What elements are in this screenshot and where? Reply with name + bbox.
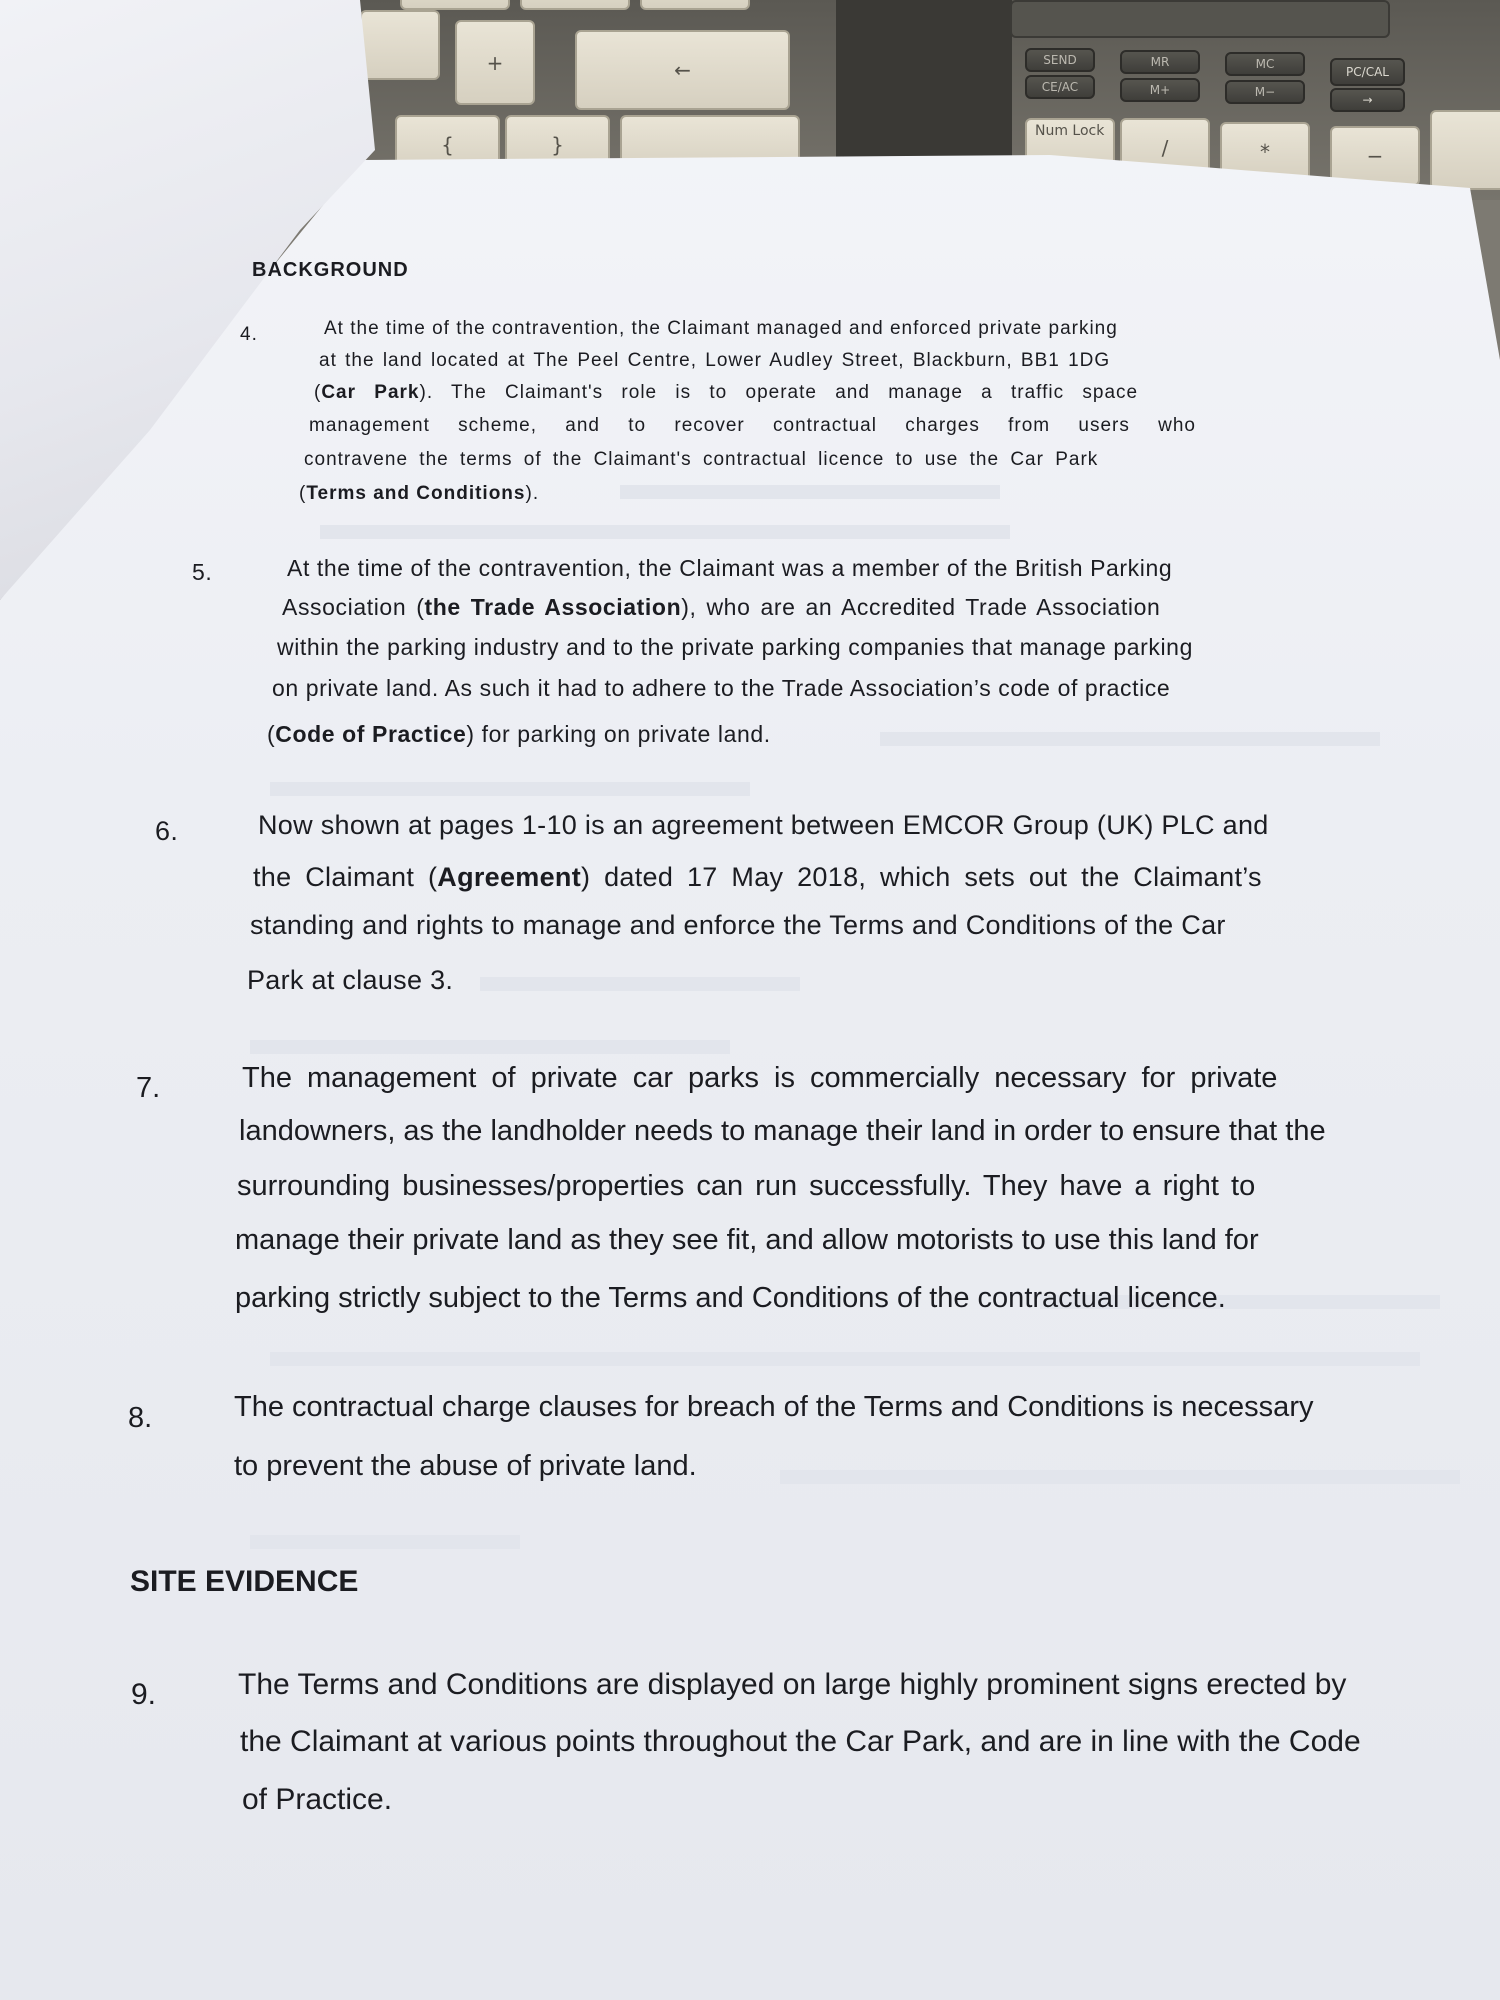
key-label: SEND [1043,53,1077,67]
paragraph-number: 4. [240,324,258,345]
key-arrow-right [1330,88,1405,112]
paragraph-line [314,382,1138,404]
text-run: the Claimant ( [253,862,438,892]
show-through-text [880,732,1380,746]
paragraph-number: 8. [128,1402,153,1434]
key-send [1025,48,1095,72]
key-ce-ac [1025,75,1095,99]
key-label: * [1260,140,1270,164]
key-numpad-right [1430,110,1500,190]
show-through-text [480,977,800,991]
paragraph-line: the Claimant at various points throughout the Car Park, and are in line with the Code [240,1725,1361,1758]
key-label: MC [1255,57,1275,71]
arrow-right-icon: → [1362,93,1373,107]
text-run: ) for parking on private land. [466,721,771,747]
text-run: ( [299,483,307,504]
key-label: M+ [1149,83,1171,97]
paragraph-line: management scheme, and to recover contractual charges from users who [309,415,1196,436]
paragraph-line: at the land located at The Peel Centre, Lower Audley Street, Blackburn, BB1 1DG [319,350,1111,371]
text-run: ( [314,382,322,403]
show-through-text [780,1470,1460,1484]
show-through-text [250,1535,520,1549]
paragraph-line: At the time of the contravention, the Claimant managed and enforced private parking [324,318,1118,339]
paragraph-line: Park at clause 3. [247,965,454,995]
calculator-display [1010,0,1390,38]
paragraph-line: manage their private land as they see fit, and allow motorists to use this land for [235,1224,1259,1256]
key-label: / [1161,136,1169,160]
paragraph-line: to prevent the abuse of private land. [234,1450,697,1482]
key-top-row-2 [520,0,630,10]
text-run: ). The Claimant's role is to operate and manage a traffic space [419,382,1139,403]
key-label: M− [1254,85,1276,99]
paragraph-line: surrounding businesses/properties can run successfully. They have a right to [237,1170,1256,1202]
defined-term: Agreement [437,862,582,892]
paragraph-line: of Practice. [242,1783,393,1816]
key-plus [455,20,535,105]
section-heading-background: BACKGROUND [252,259,409,281]
paragraph-line: landowners, as the landholder needs to manage their land in order to ensure that the [239,1115,1326,1147]
arrow-left-icon: ← [674,58,691,82]
key-label: − [1366,144,1384,168]
section-heading-site-evidence: SITE EVIDENCE [130,1565,359,1598]
paragraph-line: The management of private car parks is commercially necessary for private [242,1062,1278,1094]
key-label: MR [1150,55,1170,69]
paragraph-line: contravene the terms of the Claimant's contractual licence to use the Car Park [304,449,1099,470]
key-mc [1225,52,1305,76]
show-through-text [320,525,1010,539]
key-mr [1120,50,1200,74]
paragraph-number: 9. [131,1678,157,1711]
key-m-minus [1225,80,1305,104]
paragraph-line [253,862,1262,893]
key-minus-top [360,10,440,80]
paragraph-number: 7. [136,1072,161,1104]
keyboard-gap [836,0,1012,160]
defined-term: Car Park [321,382,420,403]
paragraph-line: on private land. As such it had to adhere to the Trade Association’s code of practice [272,675,1171,701]
show-through-text [620,485,1000,499]
paragraph-number: 5. [192,559,213,585]
text-run: Association ( [282,594,425,620]
key-top-row-1 [400,0,510,10]
paragraph-line: Now shown at pages 1-10 is an agreement between EMCOR Group (UK) PLC and [258,810,1269,840]
key-m-plus [1120,78,1200,102]
show-through-text [250,1040,730,1054]
defined-term: Code of Practice [275,721,467,747]
text-run: ) dated 17 May 2018, which sets out the Claimant’s [581,862,1262,892]
key-label: + [486,50,504,75]
paragraph-line: At the time of the contravention, the Claimant was a member of the British Parking [287,555,1173,581]
key-backspace [575,30,790,110]
key-pc-cal [1330,58,1405,86]
text-run: ). [525,483,540,504]
paragraph-line [267,721,771,748]
paragraph-line: The Terms and Conditions are displayed on large highly prominent signs erected by [238,1668,1347,1701]
paragraph-line: standing and rights to manage and enforce the Terms and Conditions of the Car [250,910,1226,940]
text-run: ( [267,721,276,747]
key-numpad-minus [1330,126,1420,186]
defined-term: Terms and Conditions [306,483,526,504]
key-label: Num Lock [1035,123,1105,139]
paragraph-line [299,483,539,505]
paragraph-line: within the parking industry and to the private parking companies that manage parking [277,634,1193,660]
key-label: } [551,133,564,157]
show-through-text [270,782,750,796]
text-run: ), who are an Accredited Trade Association [681,594,1161,620]
paragraph-number: 6. [155,816,179,846]
key-top-row-3 [640,0,750,10]
show-through-text [270,1352,1420,1366]
paragraph-line: The contractual charge clauses for breach of the Terms and Conditions is necessary [234,1391,1314,1423]
key-label: PC/CAL [1346,65,1389,79]
paragraph-line: parking strictly subject to the Terms and Conditions of the contractual licence. [235,1282,1226,1314]
key-label: CE/AC [1041,80,1079,94]
key-label: { [441,133,454,157]
paragraph-line [282,594,1160,621]
defined-term: the Trade Association [424,594,682,620]
